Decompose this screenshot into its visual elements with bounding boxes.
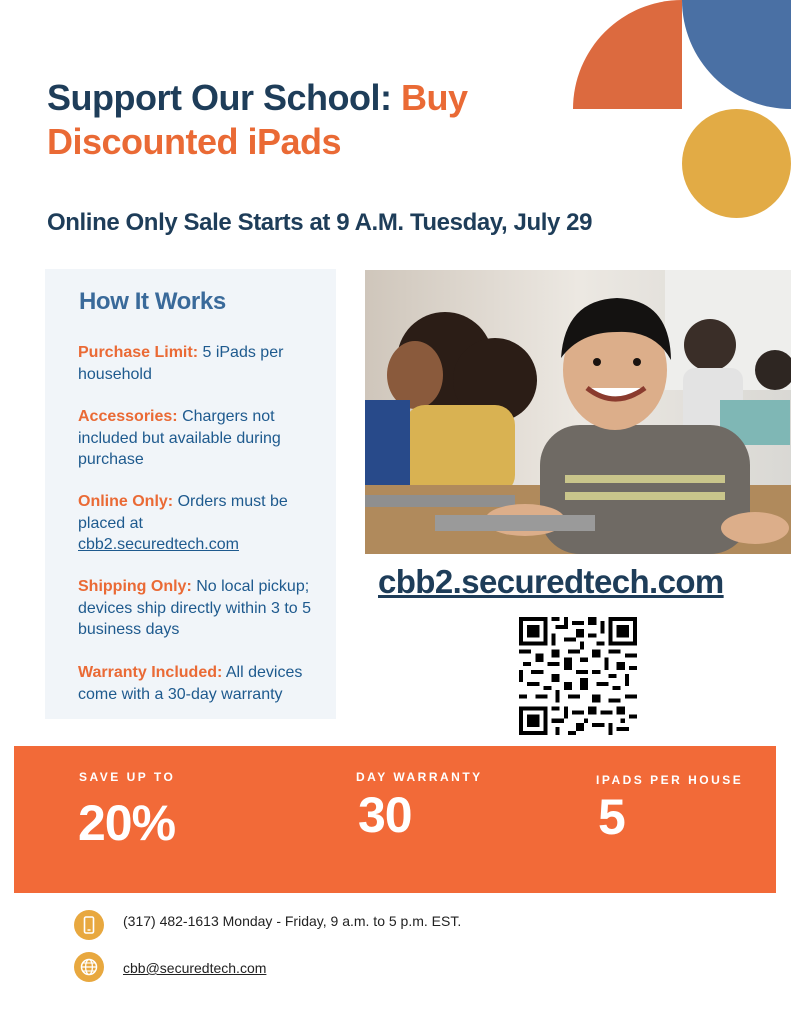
info-item-accessories (78, 406, 318, 471)
info-text: All devices come with a 30-day warranty (78, 664, 303, 703)
qr-code-icon[interactable] (519, 617, 637, 735)
globe-icon (74, 952, 104, 982)
info-label: Online Only: (78, 493, 174, 510)
title-accent-ipads: Discounted iPads (47, 121, 342, 162)
order-link[interactable]: cbb2.securedtech.com (78, 536, 239, 553)
info-item-purchase-limit (78, 342, 318, 385)
title-main: Support Our School: (47, 77, 401, 118)
info-label: Accessories: (78, 408, 178, 425)
info-item-warranty (78, 662, 318, 705)
info-text: Orders must be placed at (78, 493, 288, 532)
globe-icon-glyph (74, 952, 104, 982)
sale-start-subtitle: Online Only Sale Starts at 9 A.M. Tuesday, July 29 (47, 209, 593, 236)
phone-icon (74, 910, 104, 940)
decor-orange-leaf-shape (573, 0, 682, 109)
info-item-shipping-only (78, 576, 318, 641)
decor-blue-leaf-shape (682, 0, 791, 109)
students-photo (365, 270, 791, 554)
info-label: Purchase Limit: (78, 344, 199, 361)
info-label: Shipping Only: (78, 578, 192, 595)
stats-band (14, 746, 776, 893)
title-accent-buy: Buy (400, 77, 468, 118)
page-title (47, 76, 567, 164)
how-it-works-heading: How It Works (79, 288, 226, 315)
contact-email-link[interactable]: cbb@securedtech.com (123, 960, 267, 976)
info-text: No local pickup; devices ship directly within 3 to 5 business days (78, 578, 311, 638)
info-text: Chargers not included but available during purchase (78, 408, 281, 468)
info-item-online-only (78, 491, 318, 556)
stat-value-savings: 20% (78, 795, 176, 851)
website-link[interactable]: cbb2.securedtech.com (378, 563, 724, 600)
stat-value-warranty: 30 (358, 787, 412, 843)
phone-icon-glyph (74, 910, 104, 940)
stat-label-ipads: IPADS PER HOUSE (596, 773, 744, 787)
students-photo-illustration (365, 270, 791, 554)
info-text: 5 iPads per household (78, 344, 284, 383)
stat-label-warranty: DAY WARRANTY (356, 770, 483, 784)
decor-yellow-circle-shape (682, 109, 791, 218)
stat-value-ipads: 5 (598, 789, 625, 845)
info-label: Warranty Included: (78, 664, 223, 681)
stat-label-savings: SAVE UP TO (79, 770, 176, 784)
contact-phone-hours: (317) 482-1613 Monday - Friday, 9 a.m. to 5 p.m. EST. (123, 913, 462, 929)
